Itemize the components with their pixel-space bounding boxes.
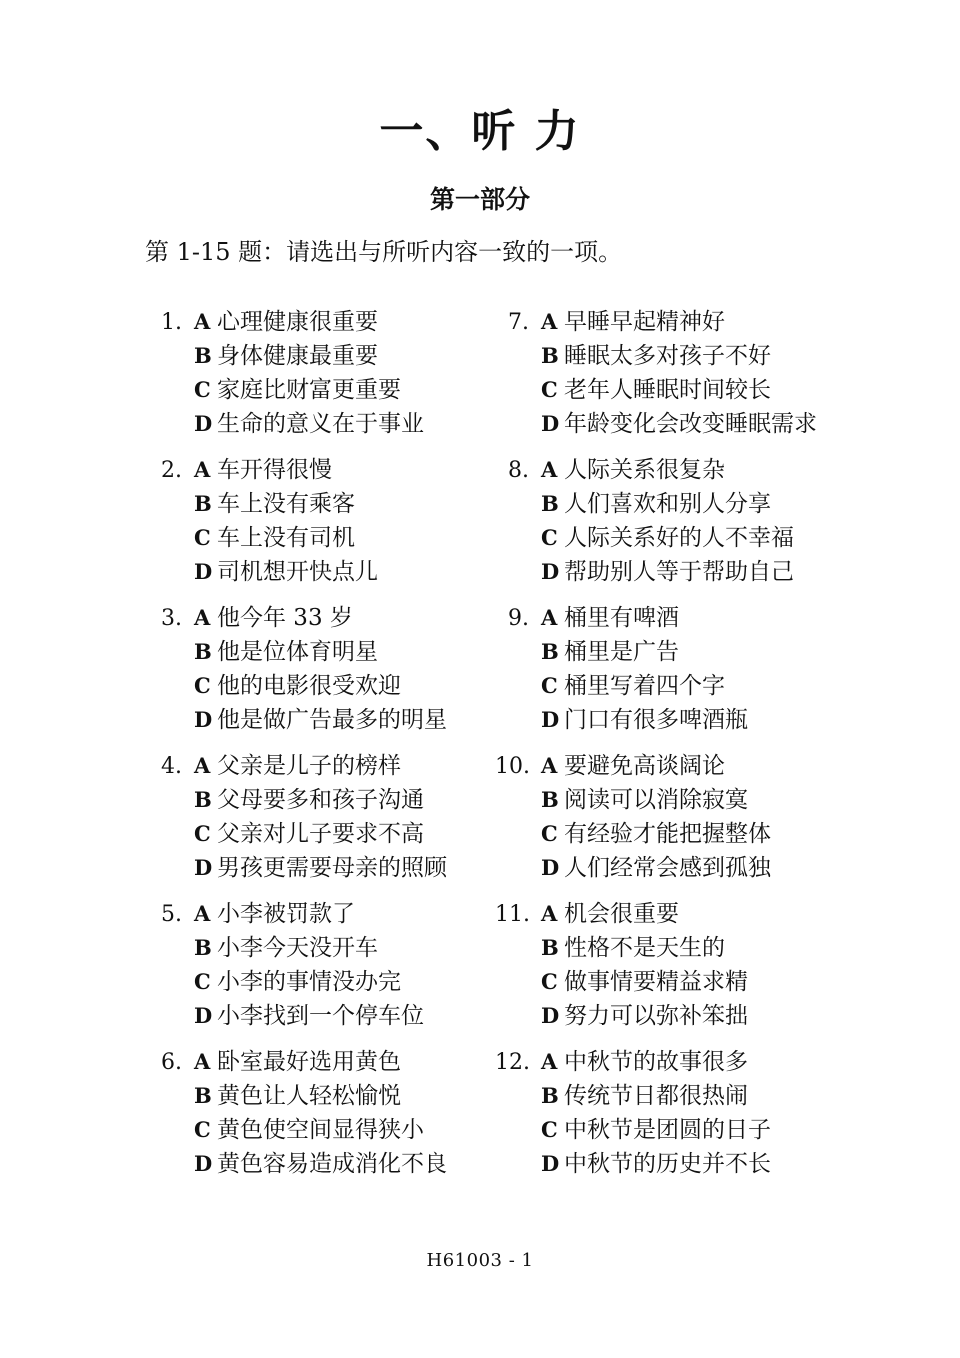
question-number: 9. — [508, 606, 529, 631]
question-number: 3. — [161, 606, 182, 631]
option-text: 桶里是广告 — [564, 639, 679, 665]
option-text: 帮助别人等于帮助自己 — [564, 559, 794, 585]
option-letter: D — [541, 559, 560, 584]
option-letter: D — [194, 707, 213, 732]
option-row[interactable] — [495, 749, 817, 783]
option-letter: B — [541, 491, 559, 516]
option-letter: C — [194, 525, 211, 550]
option-text: 小李被罚款了 — [217, 901, 355, 927]
question-block — [495, 601, 817, 737]
option-row[interactable] — [495, 897, 817, 931]
question-number: 2. — [161, 458, 182, 483]
option-row[interactable] — [495, 635, 817, 669]
option-letter: B — [194, 1083, 212, 1108]
question-block — [495, 453, 817, 589]
option-row[interactable] — [495, 305, 817, 339]
option-row[interactable] — [148, 635, 447, 669]
question-number: 1. — [161, 310, 182, 335]
option-letter: C — [541, 1117, 558, 1142]
option-row[interactable] — [148, 965, 447, 999]
option-row[interactable] — [148, 749, 447, 783]
option-letter: B — [194, 935, 212, 960]
option-letter: A — [194, 309, 211, 334]
option-letter: D — [194, 411, 213, 436]
option-letter: C — [541, 525, 558, 550]
option-text: 黄色使空间显得狭小 — [217, 1117, 424, 1143]
question-number: 8. — [508, 458, 529, 483]
option-row[interactable] — [148, 851, 447, 885]
option-text: 人际关系很复杂 — [564, 457, 725, 483]
option-text: 人们经常会感到孤独 — [564, 855, 771, 881]
option-row[interactable] — [148, 817, 447, 851]
page-footer: H61003 - 1 — [426, 1250, 534, 1271]
option-letter: A — [541, 605, 558, 630]
option-row[interactable] — [148, 601, 447, 635]
question-number: 11. — [495, 902, 530, 927]
option-text: 车上没有司机 — [217, 525, 355, 551]
option-letter: B — [541, 343, 559, 368]
option-letter: D — [541, 1003, 560, 1028]
question-number: 12. — [495, 1050, 530, 1075]
option-text: 父亲是儿子的榜样 — [217, 753, 401, 779]
option-text: 心理健康很重要 — [217, 309, 378, 335]
option-letter: C — [194, 673, 211, 698]
option-row[interactable] — [148, 669, 447, 703]
option-row[interactable] — [148, 1045, 447, 1079]
option-row[interactable] — [148, 897, 447, 931]
question-number: 4. — [161, 754, 182, 779]
option-row[interactable] — [148, 339, 447, 373]
instruction-text: 第 1-15 题：请选出与所听内容一致的一项。 — [145, 238, 623, 266]
option-letter: D — [541, 1151, 560, 1176]
option-row[interactable] — [148, 1079, 447, 1113]
question-block — [495, 749, 817, 885]
option-text: 父母要多和孩子沟通 — [217, 787, 424, 813]
option-row[interactable] — [148, 1113, 447, 1147]
option-letter: C — [541, 821, 558, 846]
option-text: 司机想开快点儿 — [217, 559, 378, 585]
option-letter: B — [194, 491, 212, 516]
option-text: 机会很重要 — [564, 901, 679, 927]
option-text: 他今年 33 岁 — [217, 605, 353, 631]
option-letter: A — [541, 753, 558, 778]
option-letter: A — [541, 901, 558, 926]
question-block — [495, 1045, 817, 1181]
option-row[interactable] — [148, 487, 447, 521]
option-row[interactable] — [148, 453, 447, 487]
option-letter: B — [541, 639, 559, 664]
option-letter: A — [194, 605, 211, 630]
option-text: 黄色容易造成消化不良 — [217, 1151, 447, 1177]
option-row[interactable] — [495, 669, 817, 703]
option-row[interactable] — [148, 373, 447, 407]
question-column-left — [148, 305, 447, 1193]
option-letter: D — [194, 1151, 213, 1176]
option-text: 阅读可以消除寂寞 — [564, 787, 748, 813]
option-letter: D — [194, 855, 213, 880]
option-text: 中秋节的历史并不长 — [564, 1151, 771, 1177]
option-letter: B — [194, 343, 212, 368]
option-row[interactable] — [148, 1147, 447, 1181]
option-row[interactable] — [148, 703, 447, 737]
question-number: 5. — [161, 902, 182, 927]
option-letter: A — [194, 457, 211, 482]
option-text: 车开得很慢 — [217, 457, 332, 483]
option-text: 小李今天没开车 — [217, 935, 378, 961]
option-text: 人际关系好的人不幸福 — [564, 525, 794, 551]
option-text: 性格不是天生的 — [564, 935, 725, 961]
option-row[interactable] — [495, 1147, 817, 1181]
option-letter: D — [541, 707, 560, 732]
question-column-right — [495, 305, 817, 1193]
option-text: 老年人睡眠时间较长 — [564, 377, 771, 403]
option-row[interactable] — [148, 783, 447, 817]
option-row[interactable] — [495, 453, 817, 487]
option-row[interactable] — [495, 601, 817, 635]
option-letter: A — [541, 1049, 558, 1074]
option-row[interactable] — [495, 373, 817, 407]
option-text: 小李找到一个停车位 — [217, 1003, 424, 1029]
question-block — [148, 749, 447, 885]
option-letter: A — [541, 457, 558, 482]
option-text: 父亲对儿子要求不高 — [217, 821, 424, 847]
option-text: 传统节日都很热闹 — [564, 1083, 748, 1109]
option-letter: D — [541, 411, 560, 436]
option-row[interactable] — [148, 999, 447, 1033]
option-letter: A — [194, 901, 211, 926]
option-text: 做事情要精益求精 — [564, 969, 748, 995]
option-row[interactable] — [495, 1113, 817, 1147]
option-text: 卧室最好选用黄色 — [217, 1049, 401, 1075]
option-text: 家庭比财富更重要 — [217, 377, 401, 403]
option-row[interactable] — [495, 965, 817, 999]
option-text: 黄色让人轻松愉悦 — [217, 1083, 401, 1109]
option-text: 小李的事情没办完 — [217, 969, 401, 995]
option-letter: C — [541, 673, 558, 698]
option-letter: A — [194, 1049, 211, 1074]
option-row[interactable] — [495, 783, 817, 817]
option-text: 车上没有乘客 — [217, 491, 355, 517]
option-row[interactable] — [495, 339, 817, 373]
option-row[interactable] — [495, 999, 817, 1033]
question-block — [495, 305, 817, 441]
question-block — [148, 601, 447, 737]
section-title: 第一部分 — [429, 185, 530, 214]
option-letter: D — [194, 1003, 213, 1028]
option-letter: C — [194, 377, 211, 402]
option-letter: D — [541, 855, 560, 880]
option-letter: A — [541, 309, 558, 334]
option-text: 桶里写着四个字 — [564, 673, 725, 699]
option-letter: C — [541, 969, 558, 994]
question-number: 7. — [508, 310, 529, 335]
option-text: 他是做广告最多的明星 — [217, 707, 447, 733]
option-row[interactable] — [495, 407, 817, 441]
option-text: 中秋节是团圆的日子 — [564, 1117, 771, 1143]
page-title: 一、听 力 — [379, 106, 581, 157]
option-row[interactable] — [148, 931, 447, 965]
option-text: 门口有很多啤酒瓶 — [564, 707, 748, 733]
option-row[interactable] — [495, 817, 817, 851]
option-row[interactable] — [495, 1079, 817, 1113]
option-letter: B — [541, 935, 559, 960]
option-text: 生命的意义在于事业 — [217, 411, 424, 437]
option-text: 年龄变化会改变睡眠需求 — [564, 411, 817, 437]
option-letter: B — [194, 787, 212, 812]
option-letter: C — [194, 821, 211, 846]
question-number: 6. — [161, 1050, 182, 1075]
option-text: 他是位体育明星 — [217, 639, 378, 665]
option-row[interactable] — [495, 521, 817, 555]
option-row[interactable] — [148, 521, 447, 555]
question-number: 10. — [495, 754, 530, 779]
option-text: 男孩更需要母亲的照顾 — [217, 855, 447, 881]
option-row[interactable] — [495, 851, 817, 885]
option-text: 要避免高谈阔论 — [564, 753, 725, 779]
option-text: 努力可以弥补笨拙 — [564, 1003, 748, 1029]
option-letter: B — [194, 639, 212, 664]
question-block — [495, 897, 817, 1033]
option-letter: C — [194, 969, 211, 994]
question-block — [148, 1045, 447, 1181]
option-letter: C — [541, 377, 558, 402]
option-text: 中秋节的故事很多 — [564, 1049, 748, 1075]
option-row[interactable] — [148, 555, 447, 589]
question-block — [148, 305, 447, 441]
option-text: 人们喜欢和别人分享 — [564, 491, 771, 517]
option-letter: D — [194, 559, 213, 584]
option-row[interactable] — [148, 407, 447, 441]
option-text: 身体健康最重要 — [217, 343, 378, 369]
option-text: 早睡早起精神好 — [564, 309, 725, 335]
option-row[interactable] — [148, 305, 447, 339]
option-row[interactable] — [495, 487, 817, 521]
option-letter: A — [194, 753, 211, 778]
question-block — [148, 897, 447, 1033]
option-row[interactable] — [495, 703, 817, 737]
option-text: 睡眠太多对孩子不好 — [564, 343, 771, 369]
option-text: 有经验才能把握整体 — [564, 821, 771, 847]
option-row[interactable] — [495, 931, 817, 965]
option-row[interactable] — [495, 1045, 817, 1079]
option-letter: B — [541, 1083, 559, 1108]
question-block — [148, 453, 447, 589]
option-text: 桶里有啤酒 — [564, 605, 679, 631]
option-letter: B — [541, 787, 559, 812]
option-letter: C — [194, 1117, 211, 1142]
option-row[interactable] — [495, 555, 817, 589]
option-text: 他的电影很受欢迎 — [217, 673, 401, 699]
